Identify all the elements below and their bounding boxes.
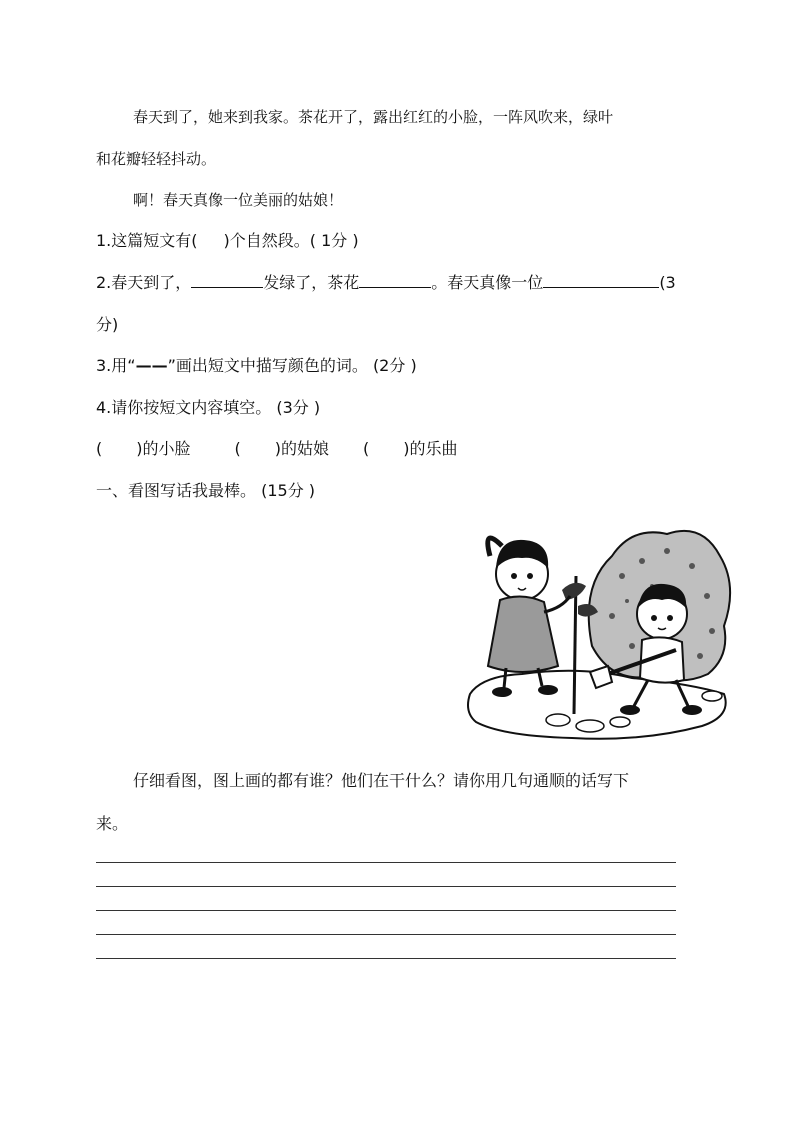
- fill-label-2: )的姑娘: [274, 439, 329, 458]
- question-3-text-b: ”画出短文中描写颜色的词。 (2分 ): [167, 356, 417, 375]
- passage-line-2: 和花瓣轻轻抖动。: [96, 150, 217, 168]
- fill-open-paren: (: [96, 439, 103, 458]
- fill-row: [96, 438, 458, 460]
- fill-item-2: [235, 439, 330, 458]
- fill-item-3: [363, 439, 458, 458]
- writing-line-3[interactable]: [96, 910, 676, 911]
- writing-line-5[interactable]: [96, 958, 676, 959]
- prompt-line-1: 仔细看图，图上画的都有谁？他们在干什么？请你用几句通顺的话写下: [133, 771, 630, 790]
- passage-line-3: 啊！春天真像一位美丽的姑娘！: [133, 191, 344, 209]
- fill-label-1: )的小脸: [136, 439, 191, 458]
- fill-open-paren: (: [363, 439, 370, 458]
- question-1-text-a: 1.这篇短文有(: [96, 231, 198, 250]
- question-1: [96, 230, 359, 252]
- answer-blank-3[interactable]: [543, 272, 659, 288]
- fill-item-1: [96, 439, 191, 458]
- question-2-text-c: 。春天真像一位: [431, 273, 544, 292]
- fill-label-3: )的乐曲: [403, 439, 458, 458]
- children-planting-tree-illustration: [462, 516, 734, 752]
- writing-line-1[interactable]: [96, 862, 676, 863]
- question-4: 4.请你按短文内容填空。 (3分 ): [96, 398, 321, 417]
- question-2: [96, 272, 676, 294]
- question-2-text-a: 2.春天到了，: [96, 273, 192, 292]
- question-3-text-a: 3.用“: [96, 356, 136, 375]
- answer-blank-2[interactable]: [359, 272, 431, 288]
- passage-line-1: 春天到了，她来到我家。茶花开了，露出红红的小脸，一阵风吹来，绿叶: [133, 108, 614, 126]
- question-2-text-b: 发绿了，茶花: [263, 273, 360, 292]
- fill-open-paren: (: [234, 439, 241, 458]
- question-1-text-b: )个自然段。( 1分 ): [223, 231, 359, 250]
- question-2-text-d: (3: [659, 273, 676, 292]
- underline-mark: ——: [135, 356, 168, 375]
- writing-line-2[interactable]: [96, 886, 676, 887]
- question-2-continued: 分): [96, 315, 119, 334]
- prompt-line-2: 来。: [96, 814, 129, 833]
- question-3: [96, 355, 417, 377]
- answer-blank-1[interactable]: [191, 272, 263, 288]
- section-heading: 一、看图写话我最棒。 (15分 ): [96, 481, 316, 500]
- writing-line-4[interactable]: [96, 934, 676, 935]
